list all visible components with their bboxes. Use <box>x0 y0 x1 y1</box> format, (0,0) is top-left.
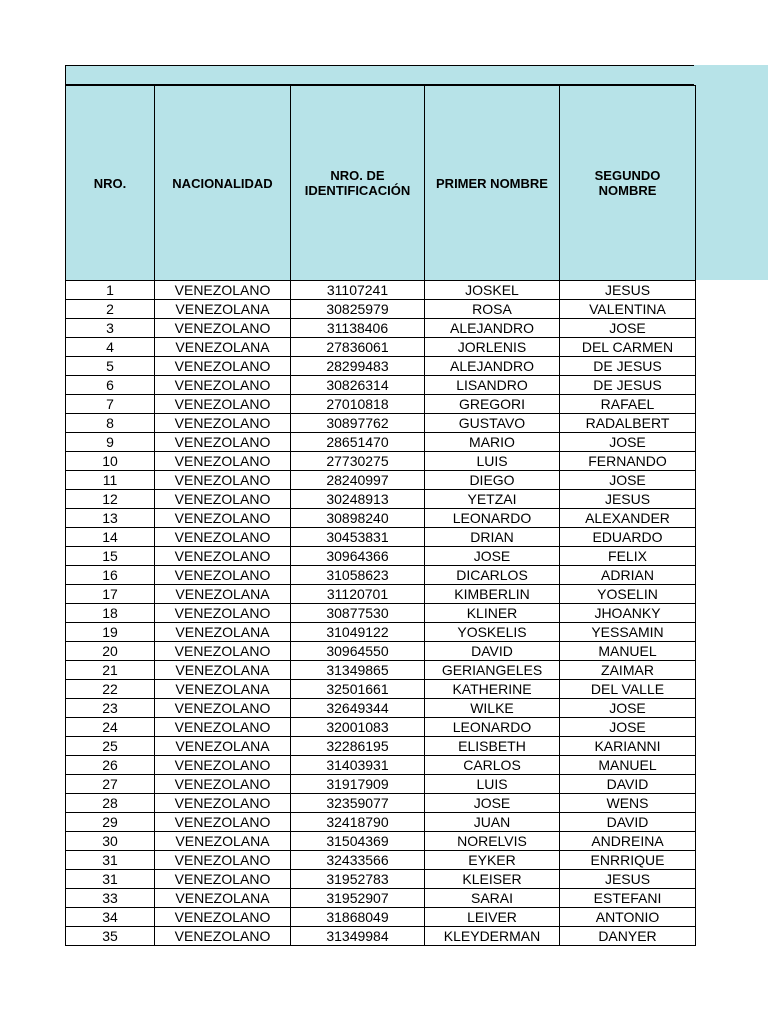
cell-segundo-nombre: JOSE <box>560 319 696 338</box>
cell-identificacion: 31120701 <box>291 585 425 604</box>
cell-identificacion: 28651470 <box>291 433 425 452</box>
table-row <box>66 376 696 395</box>
side-header-fill <box>694 65 768 280</box>
cell-segundo-nombre: DEL VALLE <box>560 680 696 699</box>
cell-nro: 11 <box>66 471 155 490</box>
cell-nro: 14 <box>66 528 155 547</box>
cell-nacionalidad: VENEZOLANO <box>155 376 291 395</box>
table-row <box>66 927 696 946</box>
cell-nacionalidad: VENEZOLANO <box>155 357 291 376</box>
cell-segundo-nombre: JOSE <box>560 699 696 718</box>
table-row <box>66 870 696 889</box>
cell-segundo-nombre: JOSE <box>560 718 696 737</box>
cell-identificacion: 30877530 <box>291 604 425 623</box>
cell-nro: 34 <box>66 908 155 927</box>
cell-nro: 25 <box>66 737 155 756</box>
cell-primer-nombre: KLEYDERMAN <box>425 927 560 946</box>
cell-nacionalidad: VENEZOLANO <box>155 528 291 547</box>
cell-identificacion: 31049122 <box>291 623 425 642</box>
cell-primer-nombre: SARAI <box>425 889 560 908</box>
cell-primer-nombre: ALEJANDRO <box>425 357 560 376</box>
cell-primer-nombre: KLEISER <box>425 870 560 889</box>
cell-nacionalidad: VENEZOLANO <box>155 414 291 433</box>
cell-identificacion: 31917909 <box>291 775 425 794</box>
cell-primer-nombre: ELISBETH <box>425 737 560 756</box>
cell-nacionalidad: VENEZOLANO <box>155 490 291 509</box>
cell-identificacion: 30825979 <box>291 300 425 319</box>
cell-segundo-nombre: DAVID <box>560 775 696 794</box>
cell-identificacion: 32001083 <box>291 718 425 737</box>
table-row <box>66 718 696 737</box>
table-row <box>66 699 696 718</box>
cell-nacionalidad: VENEZOLANO <box>155 319 291 338</box>
cell-nro: 9 <box>66 433 155 452</box>
cell-nacionalidad: VENEZOLANO <box>155 851 291 870</box>
cell-nacionalidad: VENEZOLANA <box>155 585 291 604</box>
cell-nacionalidad: VENEZOLANA <box>155 889 291 908</box>
cell-primer-nombre: YETZAI <box>425 490 560 509</box>
table-row <box>66 851 696 870</box>
col-header-segundo-nombre: SEGUNDO NOMBRE <box>560 86 696 281</box>
cell-nacionalidad: VENEZOLANA <box>155 623 291 642</box>
col-header-nro: NRO. <box>66 86 155 281</box>
cell-nacionalidad: VENEZOLANO <box>155 452 291 471</box>
cell-primer-nombre: LEONARDO <box>425 509 560 528</box>
cell-identificacion: 31349865 <box>291 661 425 680</box>
cell-identificacion: 32649344 <box>291 699 425 718</box>
cell-identificacion: 32501661 <box>291 680 425 699</box>
cell-nacionalidad: VENEZOLANA <box>155 832 291 851</box>
cell-segundo-nombre: RAFAEL <box>560 395 696 414</box>
cell-primer-nombre: JOSE <box>425 547 560 566</box>
cell-nro: 22 <box>66 680 155 699</box>
cell-primer-nombre: ALEJANDRO <box>425 319 560 338</box>
cell-identificacion: 30826314 <box>291 376 425 395</box>
table-row <box>66 395 696 414</box>
cell-nro: 35 <box>66 927 155 946</box>
cell-segundo-nombre: JESUS <box>560 870 696 889</box>
table-row <box>66 471 696 490</box>
cell-segundo-nombre: VALENTINA <box>560 300 696 319</box>
cell-identificacion: 30898240 <box>291 509 425 528</box>
cell-primer-nombre: LUIS <box>425 775 560 794</box>
cell-nro: 18 <box>66 604 155 623</box>
cell-nro: 33 <box>66 889 155 908</box>
cell-nro: 5 <box>66 357 155 376</box>
cell-segundo-nombre: JESUS <box>560 490 696 509</box>
cell-nacionalidad: VENEZOLANA <box>155 737 291 756</box>
table-row <box>66 338 696 357</box>
table-row <box>66 737 696 756</box>
cell-primer-nombre: LUIS <box>425 452 560 471</box>
cell-nro: 1 <box>66 281 155 300</box>
cell-segundo-nombre: ANTONIO <box>560 908 696 927</box>
cell-identificacion: 32418790 <box>291 813 425 832</box>
cell-identificacion: 27010818 <box>291 395 425 414</box>
cell-nro: 26 <box>66 756 155 775</box>
cell-nro: 19 <box>66 623 155 642</box>
cell-identificacion: 27836061 <box>291 338 425 357</box>
cell-nacionalidad: VENEZOLANO <box>155 395 291 414</box>
cell-primer-nombre: NORELVIS <box>425 832 560 851</box>
cell-identificacion: 31107241 <box>291 281 425 300</box>
cell-primer-nombre: YOSKELIS <box>425 623 560 642</box>
table-row <box>66 566 696 585</box>
cell-nacionalidad: VENEZOLANO <box>155 433 291 452</box>
cell-nro: 4 <box>66 338 155 357</box>
cell-identificacion: 32359077 <box>291 794 425 813</box>
cell-primer-nombre: KLINER <box>425 604 560 623</box>
cell-primer-nombre: KATHERINE <box>425 680 560 699</box>
table-row <box>66 490 696 509</box>
cell-identificacion: 28299483 <box>291 357 425 376</box>
cell-segundo-nombre: JESUS <box>560 281 696 300</box>
cell-nacionalidad: VENEZOLANO <box>155 699 291 718</box>
table-row <box>66 414 696 433</box>
cell-identificacion: 30897762 <box>291 414 425 433</box>
cell-nacionalidad: VENEZOLANO <box>155 813 291 832</box>
cell-nro: 29 <box>66 813 155 832</box>
cell-nacionalidad: VENEZOLANO <box>155 566 291 585</box>
cell-primer-nombre: GUSTAVO <box>425 414 560 433</box>
cell-primer-nombre: CARLOS <box>425 756 560 775</box>
cell-identificacion: 31138406 <box>291 319 425 338</box>
cell-nro: 2 <box>66 300 155 319</box>
cell-nro: 6 <box>66 376 155 395</box>
cell-primer-nombre: JOSKEL <box>425 281 560 300</box>
cell-primer-nombre: MARIO <box>425 433 560 452</box>
table-row <box>66 642 696 661</box>
cell-segundo-nombre: ESTEFANI <box>560 889 696 908</box>
table-row <box>66 604 696 623</box>
cell-nro: 28 <box>66 794 155 813</box>
cell-segundo-nombre: JOSE <box>560 471 696 490</box>
cell-nro: 27 <box>66 775 155 794</box>
cell-nacionalidad: VENEZOLANA <box>155 338 291 357</box>
cell-nacionalidad: VENEZOLANO <box>155 509 291 528</box>
cell-nro: 24 <box>66 718 155 737</box>
cell-identificacion: 30453831 <box>291 528 425 547</box>
cell-primer-nombre: LEIVER <box>425 908 560 927</box>
table-row <box>66 509 696 528</box>
cell-nro: 7 <box>66 395 155 414</box>
col-header-identificacion: NRO. DE IDENTIFICACIÓN <box>291 86 425 281</box>
cell-nacionalidad: VENEZOLANO <box>155 775 291 794</box>
cell-primer-nombre: LEONARDO <box>425 718 560 737</box>
cell-nacionalidad: VENEZOLANA <box>155 680 291 699</box>
cell-segundo-nombre: DANYER <box>560 927 696 946</box>
cell-primer-nombre: DIEGO <box>425 471 560 490</box>
cell-identificacion: 32433566 <box>291 851 425 870</box>
table-row <box>66 680 696 699</box>
col-header-nacionalidad: NACIONALIDAD <box>155 86 291 281</box>
cell-segundo-nombre: EDUARDO <box>560 528 696 547</box>
cell-segundo-nombre: MANUEL <box>560 642 696 661</box>
cell-nacionalidad: VENEZOLANO <box>155 908 291 927</box>
cell-segundo-nombre: DE JESUS <box>560 357 696 376</box>
cell-nro: 20 <box>66 642 155 661</box>
table-row <box>66 452 696 471</box>
cell-nacionalidad: VENEZOLANO <box>155 794 291 813</box>
table-row <box>66 794 696 813</box>
cell-primer-nombre: ROSA <box>425 300 560 319</box>
table-row <box>66 585 696 604</box>
table-row <box>66 889 696 908</box>
cell-nacionalidad: VENEZOLANO <box>155 604 291 623</box>
cell-segundo-nombre: KARIANNI <box>560 737 696 756</box>
cell-segundo-nombre: MANUEL <box>560 756 696 775</box>
table-row <box>66 623 696 642</box>
table-body <box>66 281 696 946</box>
cell-identificacion: 27730275 <box>291 452 425 471</box>
cell-segundo-nombre: ZAIMAR <box>560 661 696 680</box>
cell-nro: 13 <box>66 509 155 528</box>
cell-segundo-nombre: FELIX <box>560 547 696 566</box>
cell-primer-nombre: JORLENIS <box>425 338 560 357</box>
cell-segundo-nombre: JHOANKY <box>560 604 696 623</box>
table-row <box>66 661 696 680</box>
cell-identificacion: 31058623 <box>291 566 425 585</box>
cell-identificacion: 31868049 <box>291 908 425 927</box>
cell-segundo-nombre: YOSELIN <box>560 585 696 604</box>
cell-identificacion: 31952783 <box>291 870 425 889</box>
student-table <box>65 85 696 946</box>
cell-segundo-nombre: DAVID <box>560 813 696 832</box>
table-row <box>66 300 696 319</box>
cell-identificacion: 32286195 <box>291 737 425 756</box>
cell-nacionalidad: VENEZOLANO <box>155 870 291 889</box>
table-row <box>66 528 696 547</box>
table-row <box>66 832 696 851</box>
cell-primer-nombre: JOSE <box>425 794 560 813</box>
cell-identificacion: 28240997 <box>291 471 425 490</box>
header-row <box>66 86 696 281</box>
cell-segundo-nombre: WENS <box>560 794 696 813</box>
cell-primer-nombre: LISANDRO <box>425 376 560 395</box>
table-row <box>66 281 696 300</box>
cell-nro: 17 <box>66 585 155 604</box>
cell-primer-nombre: KIMBERLIN <box>425 585 560 604</box>
cell-nro: 3 <box>66 319 155 338</box>
cell-identificacion: 30964366 <box>291 547 425 566</box>
cell-segundo-nombre: ADRIAN <box>560 566 696 585</box>
cell-nacionalidad: VENEZOLANO <box>155 547 291 566</box>
cell-primer-nombre: WILKE <box>425 699 560 718</box>
header-band <box>65 65 694 85</box>
cell-identificacion: 30248913 <box>291 490 425 509</box>
cell-segundo-nombre: DEL CARMEN <box>560 338 696 357</box>
cell-primer-nombre: JUAN <box>425 813 560 832</box>
cell-primer-nombre: DICARLOS <box>425 566 560 585</box>
cell-nro: 10 <box>66 452 155 471</box>
cell-nacionalidad: VENEZOLANO <box>155 756 291 775</box>
cell-primer-nombre: EYKER <box>425 851 560 870</box>
cell-nro: 30 <box>66 832 155 851</box>
cell-nro: 23 <box>66 699 155 718</box>
cell-segundo-nombre: ALEXANDER <box>560 509 696 528</box>
cell-segundo-nombre: YESSAMIN <box>560 623 696 642</box>
cell-nro: 16 <box>66 566 155 585</box>
cell-nro: 8 <box>66 414 155 433</box>
cell-primer-nombre: GERIANGELES <box>425 661 560 680</box>
cell-nacionalidad: VENEZOLANA <box>155 300 291 319</box>
cell-identificacion: 31349984 <box>291 927 425 946</box>
table-row <box>66 547 696 566</box>
cell-nacionalidad: VENEZOLANA <box>155 661 291 680</box>
table-row <box>66 775 696 794</box>
cell-identificacion: 31952907 <box>291 889 425 908</box>
cell-segundo-nombre: DE JESUS <box>560 376 696 395</box>
cell-segundo-nombre: JOSE <box>560 433 696 452</box>
cell-identificacion: 31403931 <box>291 756 425 775</box>
cell-identificacion: 31504369 <box>291 832 425 851</box>
cell-primer-nombre: DRIAN <box>425 528 560 547</box>
cell-nacionalidad: VENEZOLANO <box>155 718 291 737</box>
cell-segundo-nombre: ANDREINA <box>560 832 696 851</box>
table-row <box>66 813 696 832</box>
table-row <box>66 908 696 927</box>
table-row <box>66 756 696 775</box>
cell-nro: 31 <box>66 851 155 870</box>
cell-nro: 15 <box>66 547 155 566</box>
table-row <box>66 319 696 338</box>
cell-nacionalidad: VENEZOLANO <box>155 642 291 661</box>
cell-segundo-nombre: ENRRIQUE <box>560 851 696 870</box>
table-row <box>66 357 696 376</box>
cell-segundo-nombre: FERNANDO <box>560 452 696 471</box>
cell-nacionalidad: VENEZOLANO <box>155 471 291 490</box>
cell-identificacion: 30964550 <box>291 642 425 661</box>
table-row <box>66 433 696 452</box>
cell-segundo-nombre: RADALBERT <box>560 414 696 433</box>
cell-nacionalidad: VENEZOLANO <box>155 281 291 300</box>
cell-nro: 31 <box>66 870 155 889</box>
cell-nro: 12 <box>66 490 155 509</box>
col-header-primer-nombre: PRIMER NOMBRE <box>425 86 560 281</box>
cell-primer-nombre: GREGORI <box>425 395 560 414</box>
cell-nacionalidad: VENEZOLANO <box>155 927 291 946</box>
cell-primer-nombre: DAVID <box>425 642 560 661</box>
cell-nro: 21 <box>66 661 155 680</box>
